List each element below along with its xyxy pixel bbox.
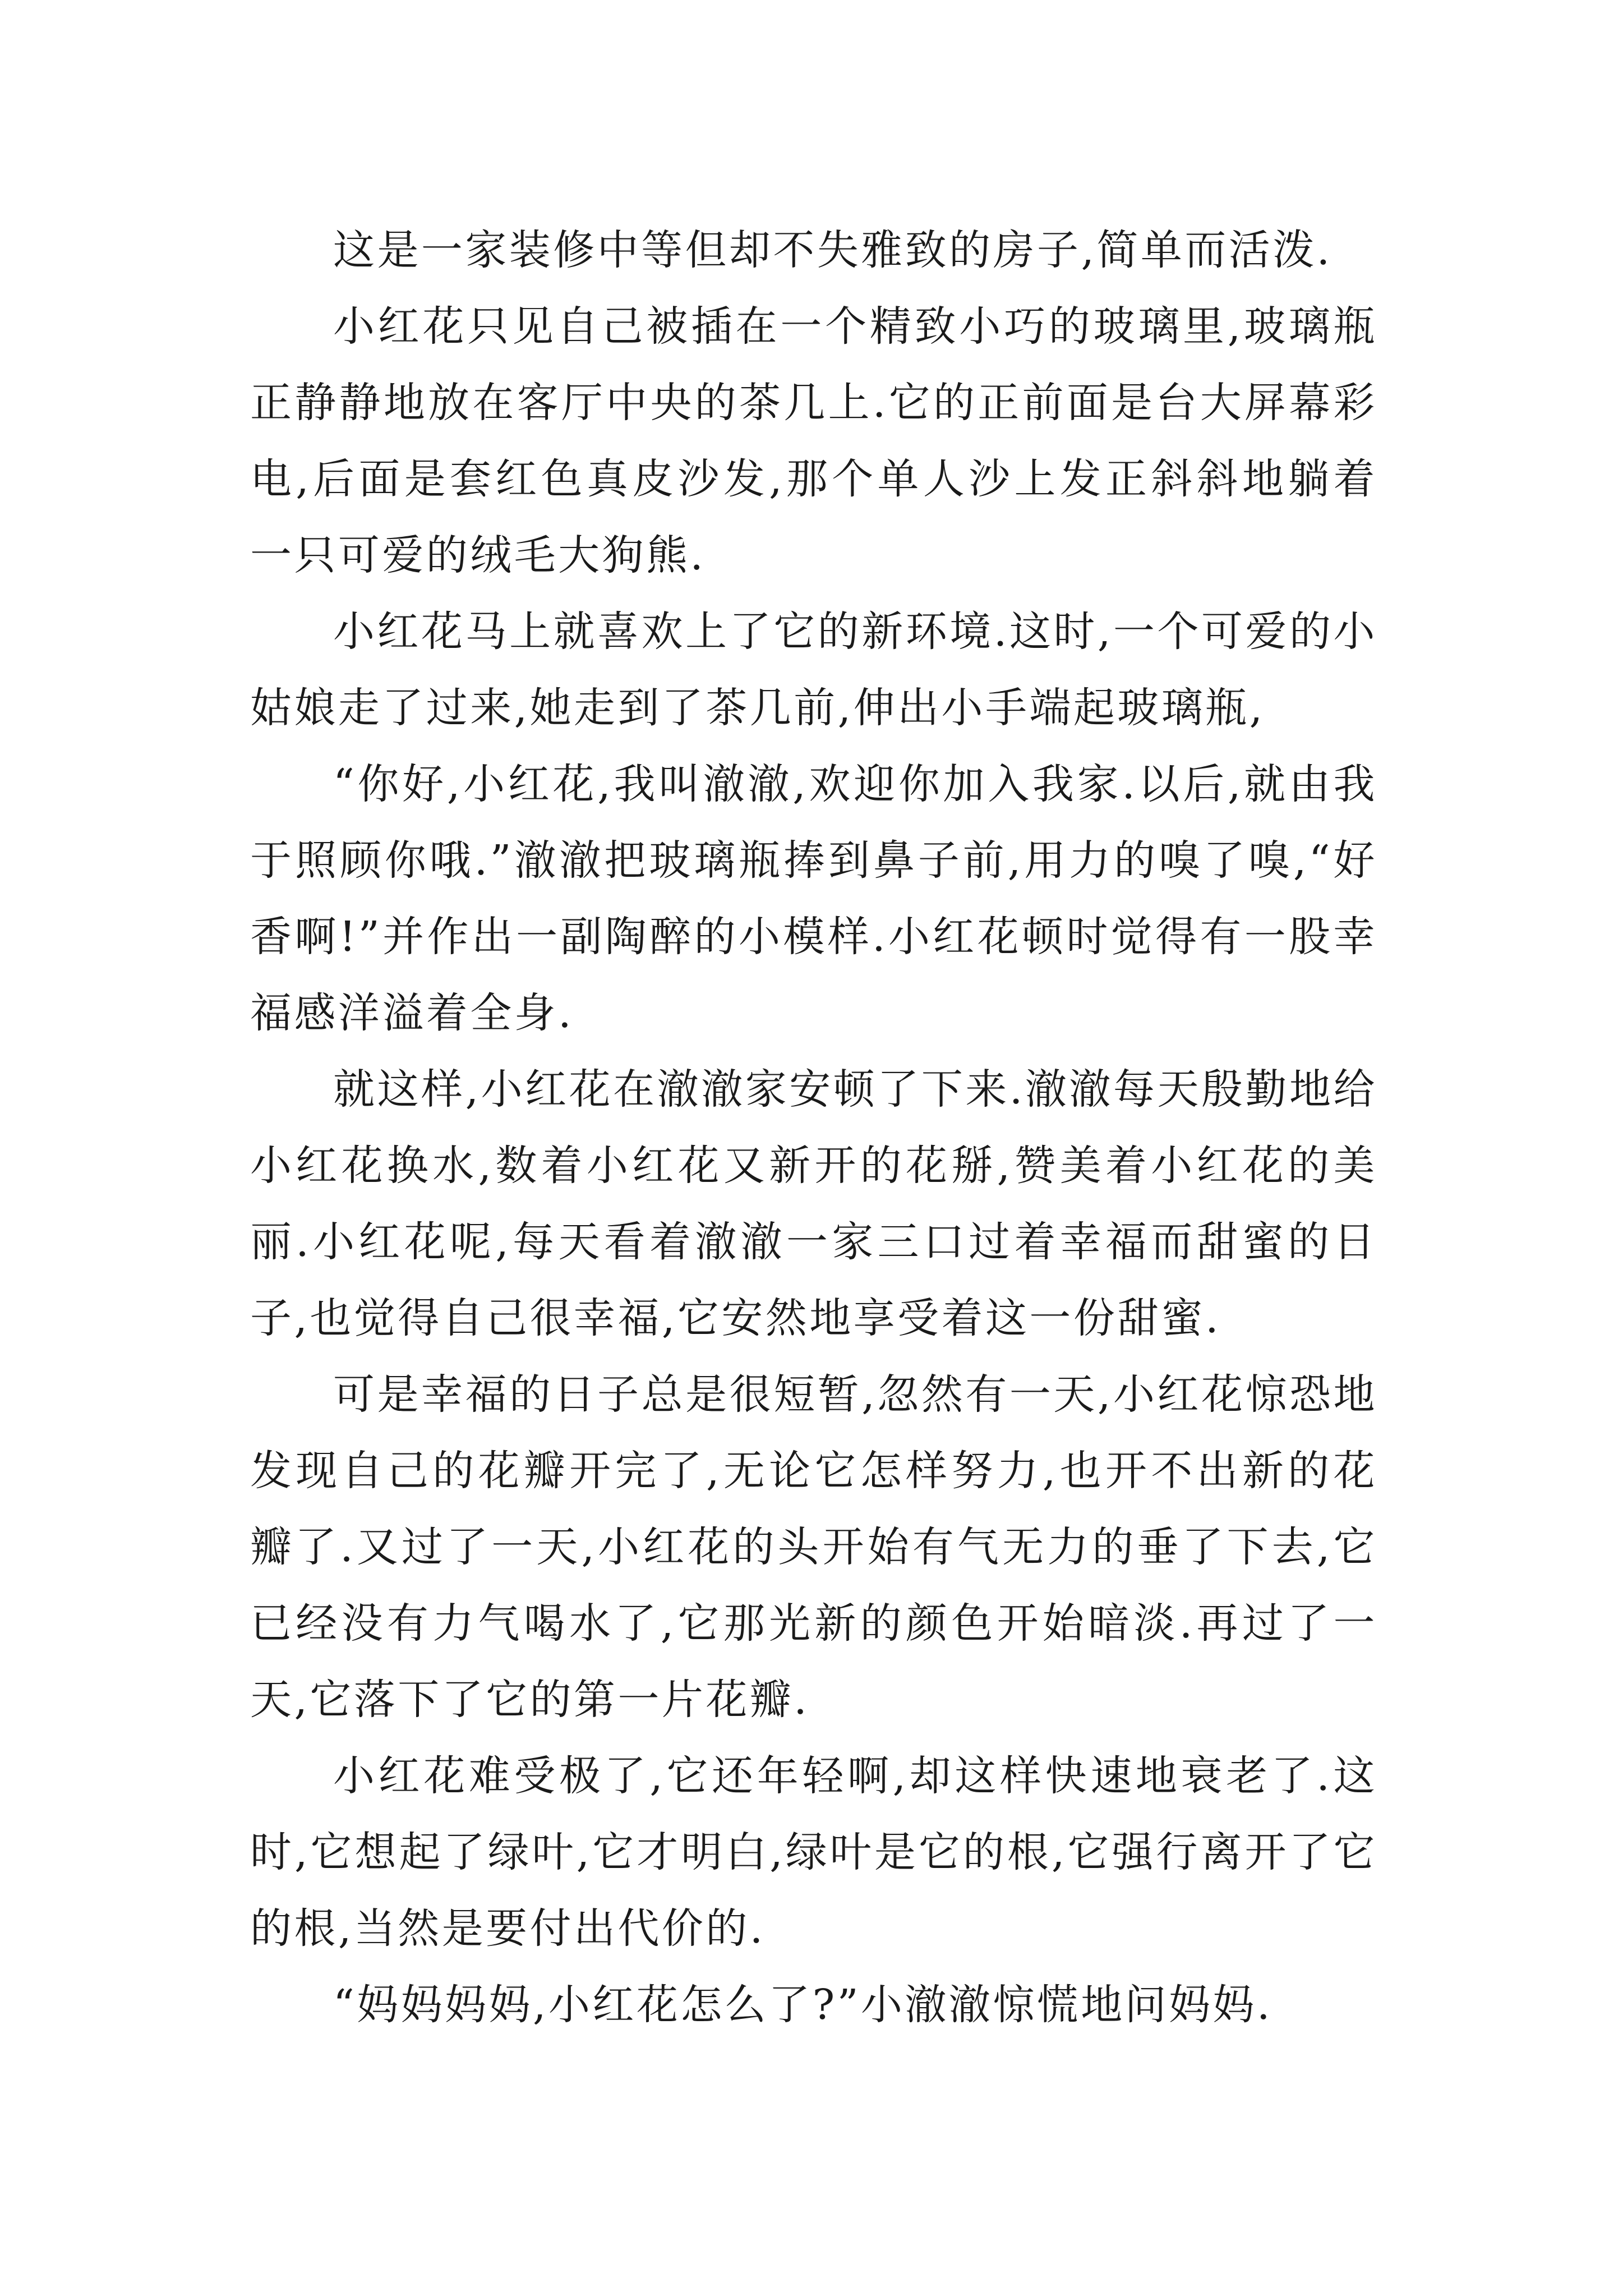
paragraph: 这是一家装修中等但却不失雅致的房子,简单而活泼. [333,226,1332,274]
story-text [250,212,1377,2043]
paragraph: 就这样,小红花在澈澈家安顿了下来.澈澈每天殷勤地给小红花换水,数着小红花又新开的花掰,赞美着小红花的美丽.小红花呢,每天看着澈澈一家三口过着幸福而甜蜜的日子,也觉得自己很幸福,它安然地享受着这一份甜蜜. [250,1065,1377,1342]
paragraph: 小红花难受极了,它还年轻啊,却这样快速地衰老了.这时,它想起了绿叶,它才明白,绿叶是它的根,它强行离开了它的根,当然是要付出代价的. [250,1752,1377,1953]
paragraph: 可是幸福的日子总是很短暂,忽然有一天,小红花惊恐地发现自己的花瓣开完了,无论它怎样努力,也开不出新的花瓣了.又过了一天,小红花的头开始有气无力的垂了下去,它已经没有力气喝水了,它那光新的颜色开始暗淡.再过了一天,它落下了它的第一片花瓣. [250,1370,1377,1724]
paragraph: “妈妈妈妈,小红花怎么了?”小澈澈惊慌地问妈妈. [333,1981,1272,2029]
paragraph: 小红花只见自己被插在一个精致小巧的玻璃里,玻璃瓶正静静地放在客厅中央的茶几上.它的正前面是台大屏幕彩电,后面是套红色真皮沙发,那个单人沙上发正斜斜地躺着一只可爱的绒毛大狗熊. [250,302,1377,579]
paragraph: 小红花马上就喜欢上了它的新环境.这时,一个可爱的小姑娘走了过来,她走到了茶几前,伸出小手端起玻璃瓶, [250,608,1377,732]
paragraph: “你好,小红花,我叫澈澈,欢迎你加入我家.以后,就由我于照顾你哦.”澈澈把玻璃瓶捧到鼻子前,用力的嗅了嗅,“好香啊!”并作出一副陶醉的小模样.小红花顿时觉得有一股幸福感洋溢着全身. [250,760,1377,1037]
